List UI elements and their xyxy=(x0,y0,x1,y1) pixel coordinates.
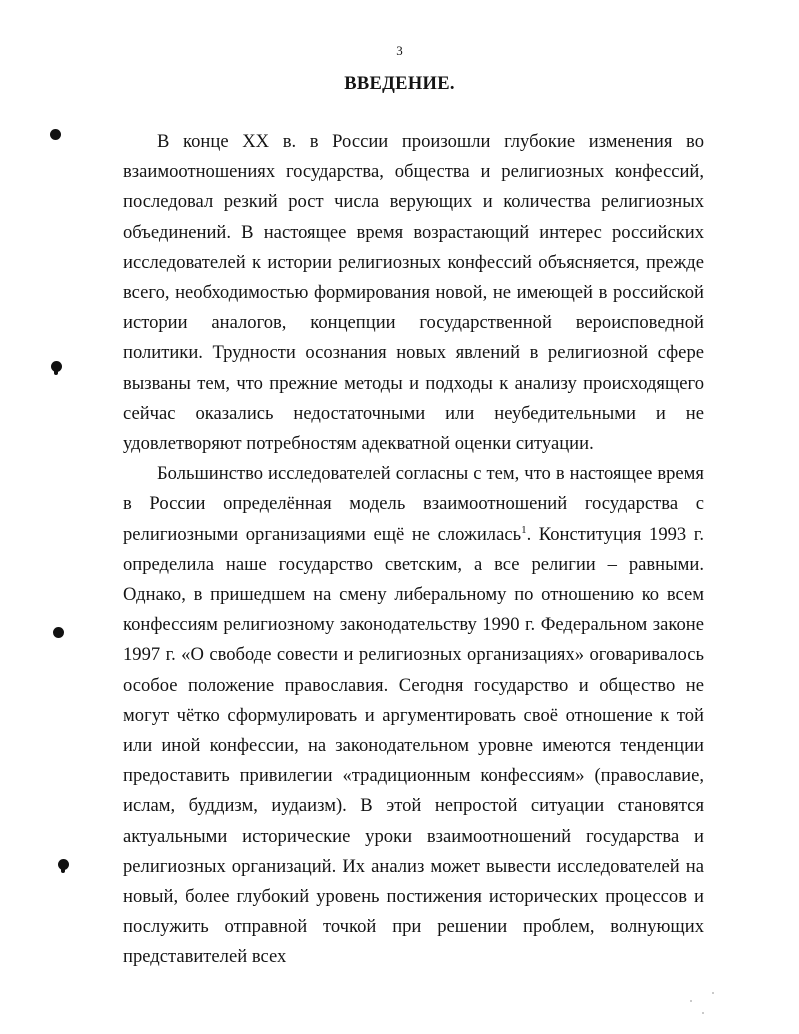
scan-speck xyxy=(712,992,714,994)
footnote-reference: 1 xyxy=(521,523,527,536)
binder-hole-mark xyxy=(58,859,69,870)
paragraph-introduction: В конце XX в. в России произошли глубокие изменения во взаимоотношениях государства, общества и религиозных конфессий, последовал резкий рост числа верующих и количества религиозных объединений. В настоящее время возрастающий интерес российских исследователей к истории религиозных конфессий объясняется, прежде всего, необходимостью формирования новой, не имеющей в российской истории аналогов, концепции государственной вероисповедной политики. Трудности осознания новых явлений в религиозной сфере вызваны тем, что прежние методы и подходы к анализу происходящего сейчас оказались недостаточными или неубедительными и не удовлетворяют потребностям адекватной оценки ситуации. xyxy=(123,131,704,455)
binder-hole-mark xyxy=(53,627,64,638)
paragraph-text-end: . Конституция 1993 г. определила наше государство светским, а все религии – равными. Однако, в пришедшем на смену либеральному по отношению ко всем конфессиям религиозному законодательству 1990 г. Федеральном законе 1997 г. «О свободе совести и религиозных организациях» оговаривалось особое положение православия. Сегодня государство и общество не могут чётко сформулировать и аргументировать своё отношение к той или иной конфессии, на законодательном уровне имеются тенденции предоставить привилегии «традиционным конфессиям» (православие, ислам, буддизм, иудаизм). В этой непростой ситуации становятся актуальными исторические уроки взаимоотношений государства и религиозных организаций. Их анализ может вывести исследователей на новый, более глубокий уровень постижения исторических процессов и послужить отправной точкой при решении проблем, волнующих представителей всех xyxy=(123,523,704,968)
binder-hole-mark xyxy=(51,361,62,372)
scan-speck xyxy=(702,1012,704,1014)
page-number: 3 xyxy=(396,43,403,58)
binder-hole-mark xyxy=(50,129,61,140)
document-body xyxy=(123,127,704,973)
page-title: ВВЕДЕНИЕ. xyxy=(344,74,455,94)
paragraph-text-start: Большинство исследователей согласны с тем, что в настоящее время в России определённая модель взаимоотношений государства с религиозными организациями ещё не сложилась xyxy=(123,463,704,545)
scan-speck xyxy=(690,1000,692,1002)
paragraph-state-religion-model xyxy=(123,459,704,972)
